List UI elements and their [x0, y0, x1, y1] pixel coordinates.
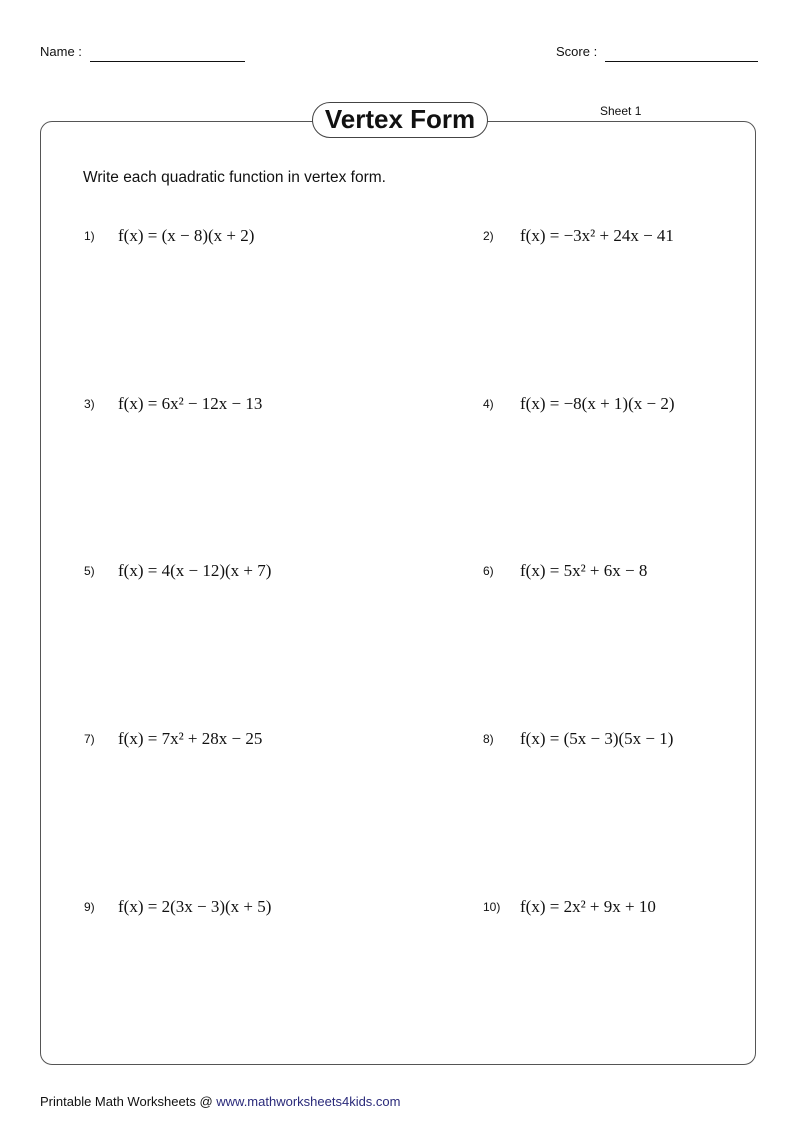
- score-field[interactable]: [605, 61, 758, 62]
- footer-text: Printable Math Worksheets @: [40, 1094, 217, 1109]
- score-label: Score :: [556, 44, 598, 59]
- problem-equation: f(x) = 5x² + 6x − 8: [520, 561, 648, 580]
- problem-equation: f(x) = −8(x + 1)(x − 2): [520, 394, 675, 413]
- problem-equation: f(x) = (x − 8)(x + 2): [118, 226, 255, 245]
- problem-equation: f(x) = 6x² − 12x − 13: [118, 394, 263, 413]
- problem-equation: f(x) = 7x² + 28x − 25: [118, 729, 263, 748]
- instructions: Write each quadratic function in vertex form.: [83, 169, 386, 186]
- sheet-label: Sheet 1: [600, 104, 642, 118]
- name-field[interactable]: [90, 61, 245, 62]
- problem-number: 7): [84, 732, 95, 746]
- problem-number: 9): [84, 900, 95, 914]
- problem-number: 8): [483, 732, 494, 746]
- problem-equation: f(x) = −3x² + 24x − 41: [520, 226, 674, 245]
- name-label: Name :: [40, 44, 82, 59]
- problem-number: 6): [483, 564, 494, 578]
- problem-equation: f(x) = (5x − 3)(5x − 1): [520, 729, 674, 748]
- problem-number: 1): [84, 229, 95, 243]
- problem-number: 5): [84, 564, 95, 578]
- worksheet-frame: [40, 121, 756, 1065]
- problem-equation: f(x) = 2(3x − 3)(x + 5): [118, 897, 272, 916]
- problem-equation: f(x) = 2x² + 9x + 10: [520, 897, 656, 916]
- problem-number: 10): [483, 900, 501, 914]
- problem-number: 4): [483, 397, 494, 411]
- problem-equation: f(x) = 4(x − 12)(x + 7): [118, 561, 272, 580]
- problem-number: 3): [84, 397, 95, 411]
- page-title: Vertex Form: [312, 102, 488, 138]
- footer-link[interactable]: www.mathworksheets4kids.com: [216, 1094, 401, 1109]
- footer: [40, 1094, 400, 1109]
- problem-number: 2): [483, 229, 494, 243]
